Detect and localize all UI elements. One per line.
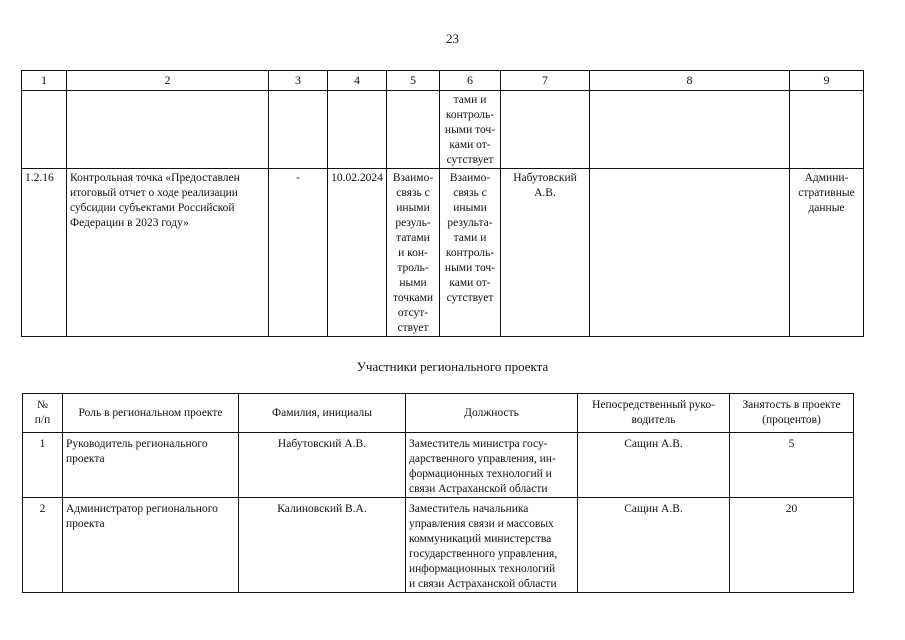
col-header-3: 3	[269, 71, 328, 91]
section-title: Участники регионального проекта	[356, 359, 549, 374]
col-header-2: 2	[67, 71, 269, 91]
relation-cell: Взаимо- связь с иными резуль- татами и кон- троль- ными точками отсут- ствует	[387, 169, 440, 337]
participant-role: Руководитель регионального проекта	[63, 433, 239, 498]
participants-header-row	[23, 394, 854, 433]
header-supervisor: Непосредственный руко- водитель	[578, 394, 730, 433]
header-position: Должность	[406, 394, 578, 433]
checkpoint-name: Контрольная точка «Предоставлен итоговый отчет о ходе реализации субсидии субъектами Российской Федерации в 2023 году»	[67, 169, 269, 337]
participant-num: 2	[23, 498, 63, 593]
header-name: Фамилия, инициалы	[239, 394, 406, 433]
col-header-6: 6	[440, 71, 501, 91]
empty-cell	[590, 169, 790, 337]
header-role: Роль в региональном проекте	[63, 394, 239, 433]
header-num: № п/п	[23, 394, 63, 433]
participant-position: Заместитель министра госу- дарственного управления, ин- формационных технологий и связи Астраханской области	[406, 433, 578, 498]
source-cell: Админи- стративные данные	[790, 169, 864, 337]
table-row	[23, 433, 854, 498]
header-load: Занятость в проекте (процентов)	[730, 394, 854, 433]
col-header-8: 8	[590, 71, 790, 91]
col-header-4: 4	[328, 71, 387, 91]
col-header-9: 9	[790, 71, 864, 91]
participant-load: 20	[730, 498, 854, 593]
participant-name: Набутовский А.В.	[239, 433, 406, 498]
results-table	[21, 70, 864, 337]
col-header-7: 7	[501, 71, 590, 91]
participant-num: 1	[23, 433, 63, 498]
page-number: 23	[446, 31, 459, 46]
participant-supervisor: Сащин А.В.	[578, 433, 730, 498]
table-row	[22, 169, 864, 337]
participants-table	[22, 393, 854, 593]
participant-supervisor: Сащин А.В.	[578, 498, 730, 593]
relation-cell: тами и контроль- ными точ- ками от- сутствует	[440, 91, 501, 169]
results-header-row	[22, 71, 864, 91]
participant-position: Заместитель начальника управления связи и массовых коммуникаций министерства государственного управления, информационных технологий и связи Астраханской области	[406, 498, 578, 593]
row-number: 1.2.16	[22, 169, 67, 337]
table-row	[23, 498, 854, 593]
col-header-1: 1	[22, 71, 67, 91]
table-row	[22, 91, 864, 169]
dash-cell: -	[269, 169, 328, 337]
responsible-cell: Набутовский А.В.	[501, 169, 590, 337]
participant-role: Администратор регионального проекта	[63, 498, 239, 593]
participant-name: Калиновский В.А.	[239, 498, 406, 593]
relation-cell: Взаимо- связь с иными результа- тами и контроль- ными точ- ками от- сутствует	[440, 169, 501, 337]
date-cell: 10.02.2024	[328, 169, 387, 337]
participant-load: 5	[730, 433, 854, 498]
col-header-5: 5	[387, 71, 440, 91]
